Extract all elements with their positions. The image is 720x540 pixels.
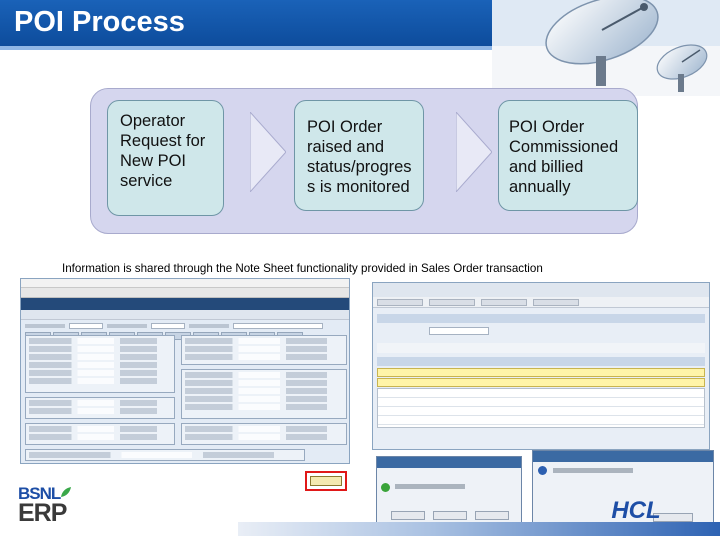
comments-grid[interactable] <box>377 388 705 428</box>
dialog-button[interactable] <box>391 511 425 520</box>
sap-title-bar <box>21 298 349 310</box>
sap-application-bar <box>21 310 349 320</box>
dialog-button[interactable] <box>433 511 467 520</box>
sap-panel <box>181 369 347 419</box>
sap-toolbar <box>21 288 349 298</box>
toolbar-button[interactable] <box>377 299 423 306</box>
erp-logo-text: ERP <box>18 499 67 527</box>
sales-order-screenshot <box>20 278 350 464</box>
info-caption: Information is shared through the Note Sheet functionality provided in Sales Order transaction <box>62 262 543 275</box>
dialog-title-bar <box>377 457 521 468</box>
process-step-label: POI Order Commissioned and billied annually <box>509 118 619 196</box>
right-arrow-icon <box>456 112 492 192</box>
note-sheet-toolbar <box>373 297 709 308</box>
info-icon <box>538 466 547 475</box>
process-step-order <box>294 100 424 211</box>
dialog-title-bar <box>533 451 713 462</box>
sap-panel <box>181 335 347 365</box>
sap-panel <box>25 397 175 419</box>
comment-row[interactable] <box>377 368 705 377</box>
toolbar-button[interactable] <box>429 299 475 306</box>
sap-panel <box>181 423 347 445</box>
info-row <box>377 343 705 353</box>
confirm-dialog <box>376 456 522 526</box>
comment-row[interactable] <box>377 378 705 387</box>
sap-panel <box>25 449 305 461</box>
process-step-commissioned <box>498 100 638 211</box>
bsnl-logo-text: BSNL <box>18 484 61 503</box>
sap-menu-bar <box>21 279 349 288</box>
footer-gradient-bar <box>238 522 720 536</box>
sap-panel <box>25 423 175 445</box>
process-step-label: Operator Request for New POI service <box>120 112 206 190</box>
dialog-button[interactable] <box>475 511 509 520</box>
note-sheet-screenshot <box>372 282 710 450</box>
dialog-message <box>553 468 633 473</box>
toolbar-button[interactable] <box>533 299 579 306</box>
section-header <box>377 314 705 323</box>
dialog-message <box>395 484 465 489</box>
hcl-logo-text: HCL <box>611 498 661 522</box>
question-icon <box>381 483 390 492</box>
process-step-label: POI Order raised and status/progres s is monitored <box>307 118 412 196</box>
hcl-logo <box>572 498 700 522</box>
note-sheet-title-bar <box>373 283 709 297</box>
process-step-request <box>107 100 224 216</box>
section-header <box>377 357 705 366</box>
right-arrow-icon <box>250 112 286 192</box>
highlight-box <box>305 471 347 491</box>
leaf-icon <box>60 486 72 498</box>
sales-document-field[interactable] <box>429 327 489 335</box>
satellite-dish-image <box>492 0 720 96</box>
page-title: POI Process <box>14 6 185 38</box>
toolbar-button[interactable] <box>481 299 527 306</box>
sap-panel <box>25 335 175 393</box>
